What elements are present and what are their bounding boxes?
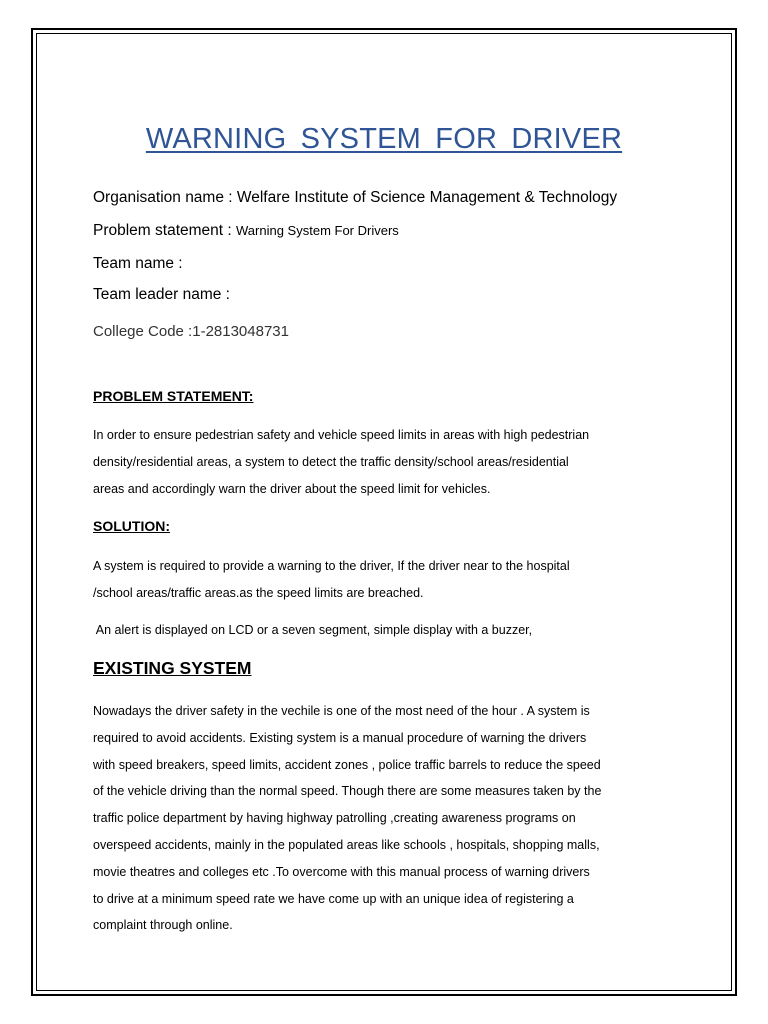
paragraph-line: complaint through online. <box>93 918 233 933</box>
paragraph-line: In order to ensure pedestrian safety and vehicle speed limits in areas with high pedestrian <box>93 428 590 442</box>
paragraph-line: areas and accordingly warn the driver about the speed limit for vehicles. <box>93 481 491 496</box>
team-name-line: Team name : <box>93 255 183 272</box>
document-title: WARNING SYSTEM FOR DRIVER <box>145 123 623 155</box>
organisation-value: Welfare Institute of Science Management & Technology <box>236 189 618 206</box>
existing-system-paragraph <box>93 698 683 939</box>
team-leader-line: Team leader name : <box>93 286 230 303</box>
problem-statement-paragraph <box>93 422 683 502</box>
solution-heading: SOLUTION: <box>93 518 170 534</box>
problem-statement-value: Warning System For Drivers <box>236 223 399 238</box>
problem-statement-heading: PROBLEM STATEMENT: <box>93 388 254 404</box>
paragraph-line: /school areas/traffic areas.as the speed limits are breached. <box>93 585 424 600</box>
problem-statement-line <box>93 220 399 242</box>
paragraph-line: movie theatres and colleges etc .To overcome with this manual process of warning drivers <box>93 864 590 879</box>
college-code-line: College Code :1-2813048731 <box>93 323 289 340</box>
paragraph-line: required to avoid accidents. Existing system is a manual procedure of warning the drivers <box>93 730 587 745</box>
organisation-line <box>93 187 617 209</box>
solution-paragraph <box>93 553 683 607</box>
problem-statement-label: Problem statement : <box>93 222 237 239</box>
paragraph-line: density/residential areas, a system to detect the traffic density/school areas/residential <box>93 454 569 469</box>
paragraph-line: of the vehicle driving than the normal speed. Though there are some measures taken by the <box>93 784 602 799</box>
paragraph-line: Nowadays the driver safety in the vechile is one of the most need of the hour . A system is <box>93 704 590 718</box>
solution-alert-paragraph <box>93 617 683 644</box>
existing-system-heading: EXISTING SYSTEM <box>93 658 252 678</box>
paragraph-line: A system is required to provide a warning to the driver, If the driver near to the hospital <box>93 559 570 573</box>
organisation-label: Organisation name : <box>93 189 237 206</box>
paragraph-line: traffic police department by having highway patrolling ,creating awareness programs on <box>93 811 576 826</box>
paragraph-line: overspeed accidents, mainly in the populated areas like schools , hospitals, shopping malls, <box>93 837 600 852</box>
paragraph-line: with speed breakers, speed limits, accident zones , police traffic barrels to reduce the speed <box>93 757 601 772</box>
paragraph-line: An alert is displayed on LCD or a seven segment, simple display with a buzzer, <box>93 623 533 637</box>
paragraph-line: to drive at a minimum speed rate we have come up with an unique idea of registering a <box>93 891 574 906</box>
